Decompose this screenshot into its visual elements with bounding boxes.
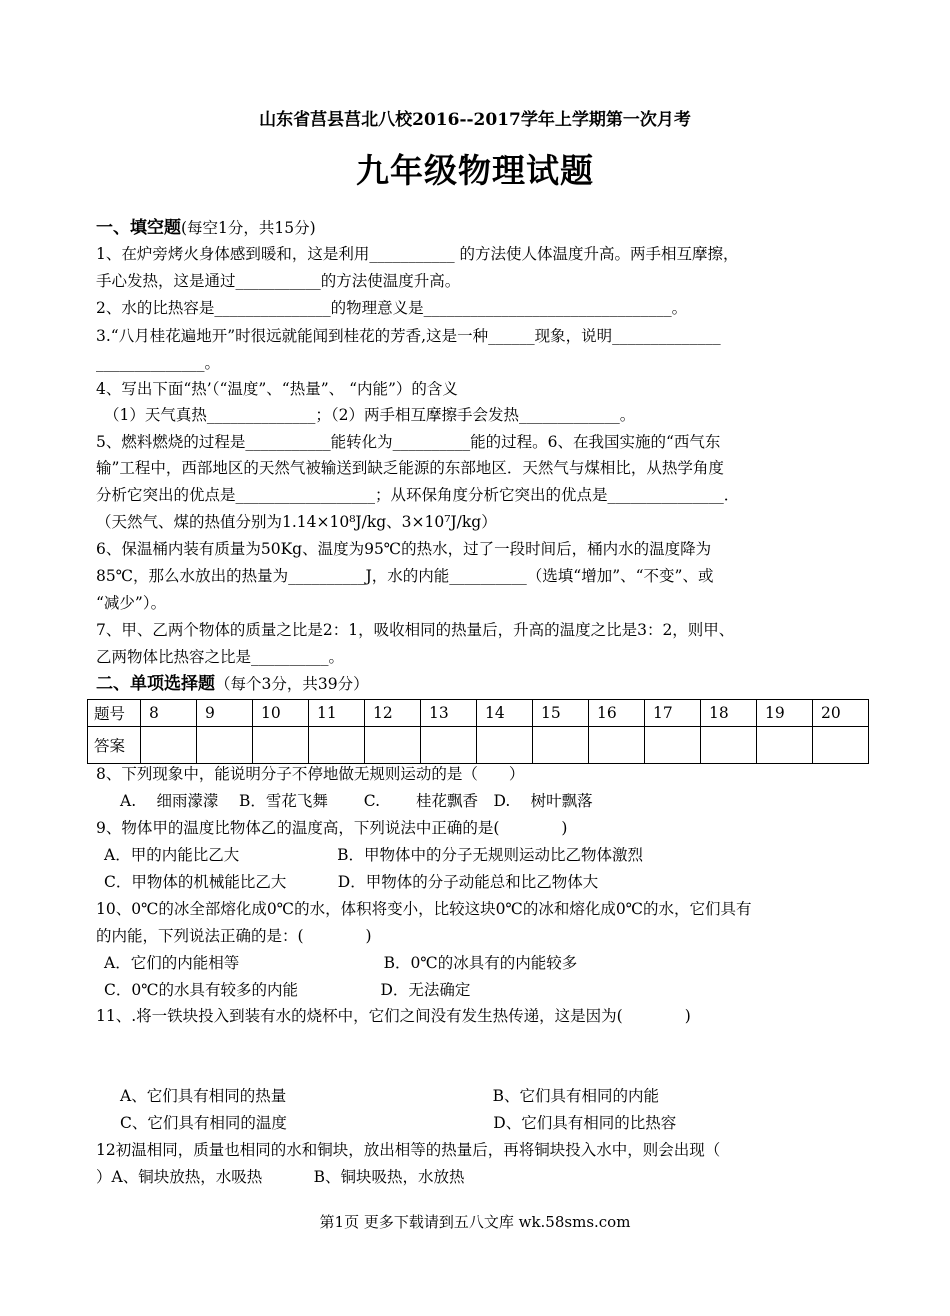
answer-cell[interactable] [589,727,645,764]
section-2-heading: 二、单项选择题 [96,674,215,694]
answer-cell[interactable] [701,727,757,764]
question-number-cell: 13 [421,700,477,727]
exam-subtitle: 山东省莒县莒北八校2016--2017学年上学期第一次月考 [259,110,691,130]
question-number-cell: 17 [645,700,701,727]
answer-cell[interactable] [645,727,701,764]
question-line: 7、甲、乙两个物体的质量之比是2：1，吸收相同的热量后，升高的温度之比是3：2，则甲、 [96,621,735,639]
exam-title: 九年级物理试题 [356,151,594,190]
answer-cell[interactable] [197,727,253,764]
question-number-cell: 14 [477,700,533,727]
answer-cell[interactable] [533,727,589,764]
option-line: A. 细雨濛濛 B．雪花飞舞 C. 桂花飘香 D. 树叶飘落 [120,792,593,810]
question-number-cell: 10 [253,700,309,727]
question-line: 5、燃料燃烧的过程是___________能转化为__________能的过程。6、在我国实施的“西气东 [96,433,721,451]
question-line: 的内能，下列说法正确的是：( ) [96,927,372,945]
option-line: A、它们具有相同的热量 B、它们具有相同的内能 [120,1087,660,1105]
question-line: 2、水的比热容是_______________的物理意义是________________________________。 [96,299,688,317]
question-number-cell: 19 [757,700,813,727]
answer-cell[interactable] [141,727,197,764]
question-line: “减少”）。 [96,594,167,612]
section-2-note: （每个3分，共39分） [215,675,369,693]
section-2-heading-line [96,673,369,695]
page-footer: 第1页 更多下载请到五八文库 wk.58sms.com [319,1213,631,1231]
question-line: 手心发热，这是通过___________的方法使温度升高。 [96,272,461,290]
question-number-cell: 8 [141,700,197,727]
option-line: C．0℃的水具有较多的内能 D．无法确定 [104,981,471,999]
question-line: 4、写出下面“热’（“温度”、“热量”、 “内能”）的含义 [96,380,458,398]
question-number-cell: 12 [365,700,421,727]
question-number-cell: 16 [589,700,645,727]
answer-cell[interactable] [477,727,533,764]
question-line: （1）天气真热______________；（2）两手相互摩擦手会发热_____________。 [104,406,636,424]
row-label-answer: 答案 [88,727,141,764]
option-line: C．甲物体的机械能比乙大 D．甲物体的分子动能总和比乙物体大 [104,873,599,891]
question-number-cell: 15 [533,700,589,727]
question-line: 分析它突出的优点是__________________；从环保角度分析它突出的优点是_______________． [96,486,740,504]
option-line: A．它们的内能相等 B．0℃的冰具有的内能较多 [104,954,578,972]
question-line: 9、物体甲的温度比物体乙的温度高，下列说法中正确的是( ) [96,819,568,837]
question-line: 6、保温桶内装有质量为50Kg、温度为95℃的热水，过了一段时间后，桶内水的温度降为 [96,540,712,558]
question-line: 11、.将一铁块投入到装有水的烧杯中，它们之间没有发生热传递，这是因为( ) [96,1007,691,1025]
question-line: 12初温相同，质量也相同的水和铜块，放出相等的热量后，再将铜块投入水中，则会出现（ [96,1141,721,1159]
answer-table-answer-row [88,727,869,764]
question-line: 85℃，那么水放出的热量为__________J，水的内能__________（选填“增加”、“不变”、或 [96,567,714,585]
question-line: ______________。 [96,354,221,372]
section-1-note: (每空1分，共15分) [181,219,316,237]
answer-cell[interactable] [309,727,365,764]
question-number-cell: 9 [197,700,253,727]
section-1-heading-line [96,217,316,239]
answer-cell[interactable] [813,727,869,764]
option-line: C、它们具有相同的温度 D、它们具有相同的比热容 [120,1114,677,1132]
question-line: 1、在炉旁烤火身体感到暖和，这是利用___________ 的方法使人体温度升高。两手相互摩擦， [96,245,739,263]
question-line: 10、0℃的冰全部熔化成0℃的水，体积将变小，比较这块0℃的冰和熔化成0℃的水，它们具有 [96,900,752,918]
question-line: 输”工程中，西部地区的天然气被输送到缺乏能源的东部地区．天然气与煤相比，从热学角度 [96,459,724,477]
answer-cell[interactable] [757,727,813,764]
question-line: 乙两物体比热容之比是__________。 [96,648,345,666]
question-number-cell: 18 [701,700,757,727]
answer-table [87,699,869,764]
row-label-number: 题号 [88,700,141,727]
answer-cell[interactable] [253,727,309,764]
question-line: 8、下列现象中，能说明分子不停地做无规则运动的是（ ） [96,765,525,783]
option-line: A．甲的内能比乙大 B．甲物体中的分子无规则运动比乙物体激烈 [104,846,644,864]
question-line: ）A、铜块放热，水吸热 B、铜块吸热，水放热 [96,1168,465,1186]
question-number-cell: 20 [813,700,869,727]
question-line: （天然气、煤的热值分别为1.14×10⁸J/kg、3×10⁷J/kg） [96,513,497,531]
answer-table-number-row [88,700,869,727]
section-1-heading: 一、填空题 [96,218,181,238]
question-number-cell: 11 [309,700,365,727]
answer-cell[interactable] [365,727,421,764]
answer-cell[interactable] [421,727,477,764]
question-line: 3.“八月桂花遍地开”时很远就能闻到桂花的芳香,这是一种______现象，说明______________ [96,327,721,345]
